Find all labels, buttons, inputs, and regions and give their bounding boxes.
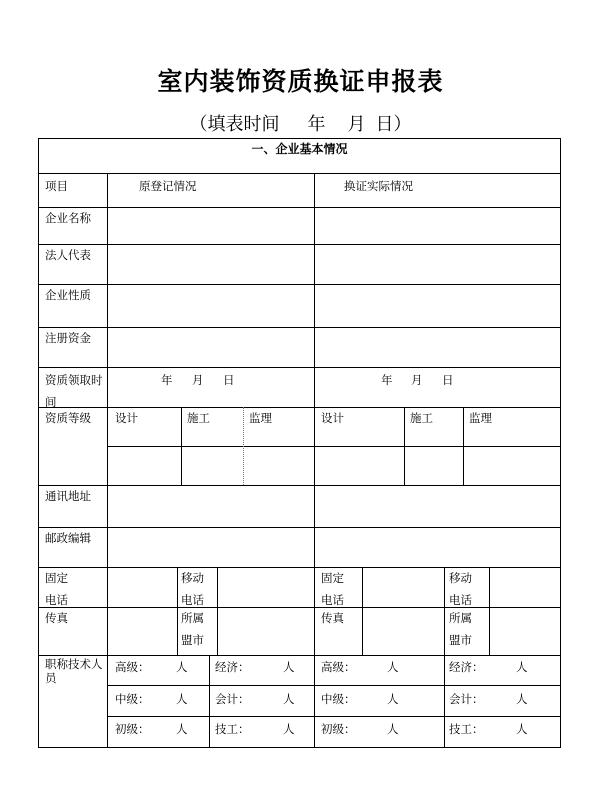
staff-middle: 中级： bbox=[115, 692, 150, 706]
staff-accounting: 会计： bbox=[215, 692, 250, 706]
staff-unit: 人 bbox=[516, 660, 528, 674]
grade-design: 设计 bbox=[115, 411, 138, 425]
label-mobile-phone-new: 移动电话 bbox=[449, 571, 472, 607]
staff-accounting-new: 会计： bbox=[449, 692, 484, 706]
date-year-new: 年 bbox=[381, 373, 393, 387]
date-year: 年 bbox=[161, 373, 173, 387]
label-registered-capital: 注册资金 bbox=[45, 331, 91, 345]
staff-economy: 经济： bbox=[215, 660, 250, 674]
staff-unit: 人 bbox=[516, 722, 528, 736]
staff-technician-new: 技工： bbox=[449, 722, 484, 736]
grade-construction-new: 施工 bbox=[410, 411, 433, 425]
label-league-city: 所属盟市 bbox=[181, 611, 204, 647]
label-mobile-phone: 移动电话 bbox=[181, 571, 204, 607]
label-cert-time: 资质领取时间 bbox=[45, 373, 103, 409]
date-month: 月 bbox=[192, 373, 204, 387]
staff-unit: 人 bbox=[283, 692, 295, 706]
label-fixed-phone: 固定电话 bbox=[45, 571, 68, 607]
staff-senior: 高级： bbox=[115, 660, 150, 674]
staff-unit: 人 bbox=[283, 722, 295, 736]
page-title: 室内装饰资质换证申报表 bbox=[157, 67, 444, 96]
label-company-name: 企业名称 bbox=[45, 211, 91, 225]
grade-construction: 施工 bbox=[187, 411, 210, 425]
label-grade: 资质等级 bbox=[45, 411, 91, 425]
staff-junior: 初级： bbox=[115, 722, 150, 736]
staff-junior-new: 初级： bbox=[321, 722, 356, 736]
grade-design-new: 设计 bbox=[321, 411, 344, 425]
label-postal: 邮政编辑 bbox=[45, 531, 91, 545]
staff-unit: 人 bbox=[176, 722, 188, 736]
label-fixed-phone-new: 固定电话 bbox=[321, 571, 344, 607]
label-fax-new: 传真 bbox=[321, 611, 344, 625]
staff-unit: 人 bbox=[516, 692, 528, 706]
section-title: 一、企业基本情况 bbox=[251, 142, 348, 156]
staff-economy-new: 经济： bbox=[449, 660, 484, 674]
column-new: 换证实际情况 bbox=[344, 179, 413, 193]
label-staff: 职称技术人员 bbox=[45, 657, 103, 685]
column-item: 项目 bbox=[45, 179, 68, 193]
staff-unit: 人 bbox=[283, 660, 295, 674]
fill-time-day: 日） bbox=[375, 114, 412, 135]
date-month-new: 月 bbox=[411, 373, 423, 387]
application-form bbox=[38, 138, 561, 748]
label-legal-rep: 法人代表 bbox=[45, 248, 91, 262]
label-league-city-new: 所属盟市 bbox=[449, 611, 472, 647]
fill-time-year: 年 bbox=[307, 114, 326, 135]
staff-unit: 人 bbox=[176, 660, 188, 674]
staff-middle-new: 中级： bbox=[321, 692, 356, 706]
staff-senior-new: 高级： bbox=[321, 660, 356, 674]
staff-unit: 人 bbox=[387, 722, 399, 736]
staff-unit: 人 bbox=[387, 692, 399, 706]
staff-unit: 人 bbox=[387, 660, 399, 674]
fill-time-month: 月 bbox=[347, 114, 366, 135]
label-company-nature: 企业性质 bbox=[45, 288, 91, 302]
grade-supervision: 监理 bbox=[249, 411, 272, 425]
fill-time bbox=[0, 110, 601, 136]
date-day: 日 bbox=[223, 373, 235, 387]
staff-unit: 人 bbox=[176, 692, 188, 706]
fill-time-open: （填表时间 bbox=[189, 114, 280, 135]
label-address: 通讯地址 bbox=[45, 489, 91, 503]
date-day-new: 日 bbox=[442, 373, 454, 387]
column-original: 原登记情况 bbox=[139, 179, 197, 193]
label-fax: 传真 bbox=[45, 611, 68, 625]
grade-supervision-new: 监理 bbox=[469, 411, 492, 425]
staff-technician: 技工： bbox=[215, 722, 250, 736]
